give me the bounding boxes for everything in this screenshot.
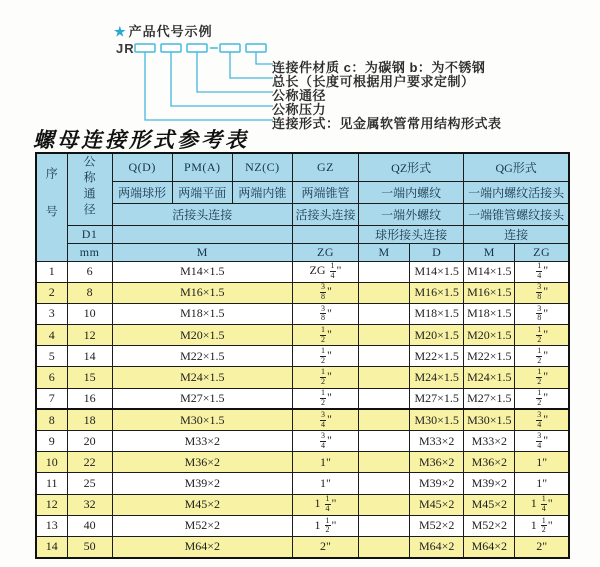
cell: M64×2 <box>410 536 464 557</box>
table-row <box>36 303 569 324</box>
cell: 9 <box>36 431 67 452</box>
table-title: 螺母连接形式参考表 <box>33 128 249 152</box>
cell: M39×2 <box>410 473 464 494</box>
cell: 13 <box>36 515 67 536</box>
cell: $\frac{3}{8}$ " <box>515 303 569 324</box>
cell: 40 <box>67 515 112 536</box>
cell: 1 <box>36 261 67 282</box>
table-row <box>36 473 569 494</box>
diagram-title <box>114 21 213 40</box>
cell: $\frac{1}{2}$ " <box>515 325 569 346</box>
header-seq-text: 序号 <box>44 167 59 244</box>
header-nzc: NZ(C) <box>232 153 292 181</box>
header-qg-m: M <box>464 243 515 261</box>
cell: M36×2 <box>464 452 515 473</box>
cell: M24×1.5 <box>410 367 464 388</box>
cell: M27×1.5 <box>410 388 464 409</box>
cell: M16×1.5 <box>464 282 515 303</box>
cell: M14×1.5 <box>112 261 292 282</box>
cell: 5 <box>36 346 67 367</box>
header-gz: GZ <box>292 153 358 181</box>
cell: 20 <box>67 431 112 452</box>
cell: ZG $\frac{1}{4}$ " <box>292 261 358 282</box>
table-row <box>36 536 569 557</box>
cell <box>359 303 410 324</box>
header-qz-desc1: 一端内螺纹 <box>359 181 464 203</box>
cell: 32 <box>67 494 112 515</box>
cell: 6 <box>67 261 112 282</box>
header-qg: QG形式 <box>464 153 569 181</box>
label-connection: 连接形式：见金属软管常用结构形式表 <box>272 116 502 131</box>
header-nz-desc: 两端内锥 <box>232 181 292 203</box>
header-m-main: M <box>112 243 292 261</box>
code-box-3 <box>187 44 207 52</box>
cell: M30×1.5 <box>464 409 515 430</box>
star-icon: ★ <box>114 24 127 39</box>
cell: 10 <box>36 452 67 473</box>
cell: 22 <box>67 452 112 473</box>
cell: M16×1.5 <box>112 282 292 303</box>
code-box-5 <box>246 44 266 52</box>
code-box-4 <box>220 44 240 52</box>
nut-connection-table <box>35 152 570 559</box>
header-pma: PM(A) <box>172 153 232 181</box>
cell: M33×2 <box>112 431 292 452</box>
cell: 2 <box>36 282 67 303</box>
table-row <box>36 409 569 430</box>
cell: $\frac{1}{2}$ " <box>292 325 358 346</box>
cell: M36×2 <box>410 452 464 473</box>
cell: 1 $\frac{1}{2}$ " <box>515 515 569 536</box>
cell: 4 <box>36 325 67 346</box>
header-qg-connection: 连接 <box>464 225 569 243</box>
cell: $\frac{1}{2}$ " <box>515 388 569 409</box>
cell: M20×1.5 <box>464 325 515 346</box>
cell: M18×1.5 <box>410 303 464 324</box>
cell: 2" <box>292 536 358 557</box>
cell: M20×1.5 <box>410 325 464 346</box>
leader-line-diameter <box>197 52 273 92</box>
header-nominal <box>67 153 112 225</box>
cell: 18 <box>67 409 112 430</box>
cell: M27×1.5 <box>464 388 515 409</box>
cell: $\frac{1}{4}$ " <box>515 261 569 282</box>
cell: 8 <box>36 409 67 430</box>
cell: M20×1.5 <box>112 325 292 346</box>
cell: M16×1.5 <box>410 282 464 303</box>
label-length: 总长（长度可根据用户要求定制） <box>272 74 475 89</box>
cell: 15 <box>67 367 112 388</box>
header-qz-m: M <box>359 243 410 261</box>
cell: 1" <box>292 473 358 494</box>
cell: $\frac{1}{2}$ " <box>292 367 358 388</box>
cell: $\frac{3}{4}$ " <box>515 409 569 430</box>
table-row <box>36 261 569 282</box>
cell <box>359 515 410 536</box>
header-qz: QZ形式 <box>359 153 464 181</box>
cell <box>359 431 410 452</box>
cell: $\frac{3}{4}$ " <box>292 431 358 452</box>
header-nominal-text: 公称通径 <box>82 155 97 220</box>
cell: 7 <box>36 388 67 409</box>
cell: $\frac{1}{2}$ " <box>515 367 569 388</box>
leader-line-pressure <box>171 52 273 106</box>
header-blank-gz <box>292 225 358 243</box>
table-row <box>36 388 569 409</box>
code-box-1 <box>135 44 155 52</box>
code-box-2 <box>161 44 181 52</box>
cell: $\frac{3}{8}$ " <box>292 282 358 303</box>
header-union-connection: 活接头连接 <box>112 203 292 225</box>
cell: M22×1.5 <box>464 346 515 367</box>
cell: M39×2 <box>112 473 292 494</box>
diagram-title-text: 产品代号示例 <box>128 24 213 39</box>
cell: M64×2 <box>464 536 515 557</box>
cell: M27×1.5 <box>112 388 292 409</box>
cell <box>359 494 410 515</box>
cell: M52×2 <box>410 515 464 536</box>
cell: 1" <box>515 452 569 473</box>
leader-line-connection <box>145 52 273 120</box>
cell: 8 <box>67 282 112 303</box>
header-gz-connection: 活接头连接 <box>292 203 358 225</box>
header-q-desc: 两端球形 <box>112 181 172 203</box>
product-code-prefix: JR <box>116 41 135 56</box>
cell: M45×2 <box>112 494 292 515</box>
product-code-diagram <box>132 42 274 128</box>
cell: 2" <box>515 536 569 557</box>
header-gz-desc: 两端锥管 <box>292 181 358 203</box>
cell: $\frac{1}{2}$ " <box>515 346 569 367</box>
cell: 1 $\frac{1}{4}$ " <box>515 494 569 515</box>
label-material: 连接件材质 c：为碳钢 b：为不锈钢 <box>272 60 486 75</box>
header-d1: D1 <box>67 225 112 243</box>
table-row <box>36 367 569 388</box>
cell: M30×1.5 <box>112 409 292 430</box>
cell: M18×1.5 <box>464 303 515 324</box>
cell: M39×2 <box>464 473 515 494</box>
table-row <box>36 515 569 536</box>
cell: $\frac{3}{4}$ " <box>292 409 358 430</box>
cell <box>359 346 410 367</box>
cell <box>359 473 410 494</box>
header-qz-connection: 球形接头连接 <box>359 225 464 243</box>
table-row <box>36 452 569 473</box>
cell: M64×2 <box>112 536 292 557</box>
cell: M14×1.5 <box>410 261 464 282</box>
table-row <box>36 282 569 303</box>
label-diameter: 公称通径 <box>272 88 327 103</box>
table-body <box>36 261 569 558</box>
header-qz-d: D <box>410 243 464 261</box>
cell: 1 $\frac{1}{4}$ " <box>292 494 358 515</box>
header-mm: mm <box>67 243 112 261</box>
cell: 6 <box>36 367 67 388</box>
cell <box>359 536 410 557</box>
cell: M22×1.5 <box>112 346 292 367</box>
cell: 3 <box>36 303 67 324</box>
cell: $\frac{3}{8}$ " <box>515 282 569 303</box>
cell: M52×2 <box>464 515 515 536</box>
header-pm-desc: 两端平面 <box>172 181 232 203</box>
cell: 1" <box>292 452 358 473</box>
header-qg-desc2: 一端锥管螺纹接头 <box>464 203 569 225</box>
table-row <box>36 346 569 367</box>
cell: M36×2 <box>112 452 292 473</box>
header-zg-main: ZG <box>292 243 358 261</box>
cell: 50 <box>67 536 112 557</box>
cell: 16 <box>67 388 112 409</box>
cell <box>359 409 410 430</box>
cell: M30×1.5 <box>410 409 464 430</box>
cell <box>359 282 410 303</box>
cell: M45×2 <box>410 494 464 515</box>
cell: 12 <box>36 494 67 515</box>
cell: $\frac{3}{4}$ " <box>515 431 569 452</box>
cell: M52×2 <box>112 515 292 536</box>
cell: M24×1.5 <box>112 367 292 388</box>
cell: M18×1.5 <box>112 303 292 324</box>
header-qd: Q(D) <box>112 153 172 181</box>
leader-line-length <box>230 52 273 78</box>
cell <box>359 367 410 388</box>
cell <box>359 388 410 409</box>
header-blank-main <box>112 225 292 243</box>
leader-line-material <box>256 52 273 64</box>
cell: $\frac{1}{2}$ " <box>292 346 358 367</box>
cell: M33×2 <box>464 431 515 452</box>
label-pressure: 公称压力 <box>272 102 327 117</box>
cell: M14×1.5 <box>464 261 515 282</box>
cell: $\frac{3}{8}$ " <box>292 303 358 324</box>
table-row <box>36 325 569 346</box>
header-qg-desc1: 一端内螺纹活接头 <box>464 181 569 203</box>
cell: 1 $\frac{1}{2}$ " <box>292 515 358 536</box>
cell: 1" <box>515 473 569 494</box>
header-seq <box>36 153 67 261</box>
cell: M45×2 <box>464 494 515 515</box>
cell <box>359 325 410 346</box>
table-row <box>36 431 569 452</box>
cell: M33×2 <box>410 431 464 452</box>
cell: 12 <box>67 325 112 346</box>
cell: 10 <box>67 303 112 324</box>
cell <box>359 261 410 282</box>
cell: 14 <box>67 346 112 367</box>
cell: M24×1.5 <box>464 367 515 388</box>
cell: 25 <box>67 473 112 494</box>
cell: 14 <box>36 536 67 557</box>
header-qg-zg: ZG <box>515 243 569 261</box>
header-qz-desc2: 一端外螺纹 <box>359 203 464 225</box>
cell: M22×1.5 <box>410 346 464 367</box>
table-row <box>36 494 569 515</box>
cell: 11 <box>36 473 67 494</box>
cell: $\frac{1}{2}$ " <box>292 388 358 409</box>
cell <box>359 452 410 473</box>
